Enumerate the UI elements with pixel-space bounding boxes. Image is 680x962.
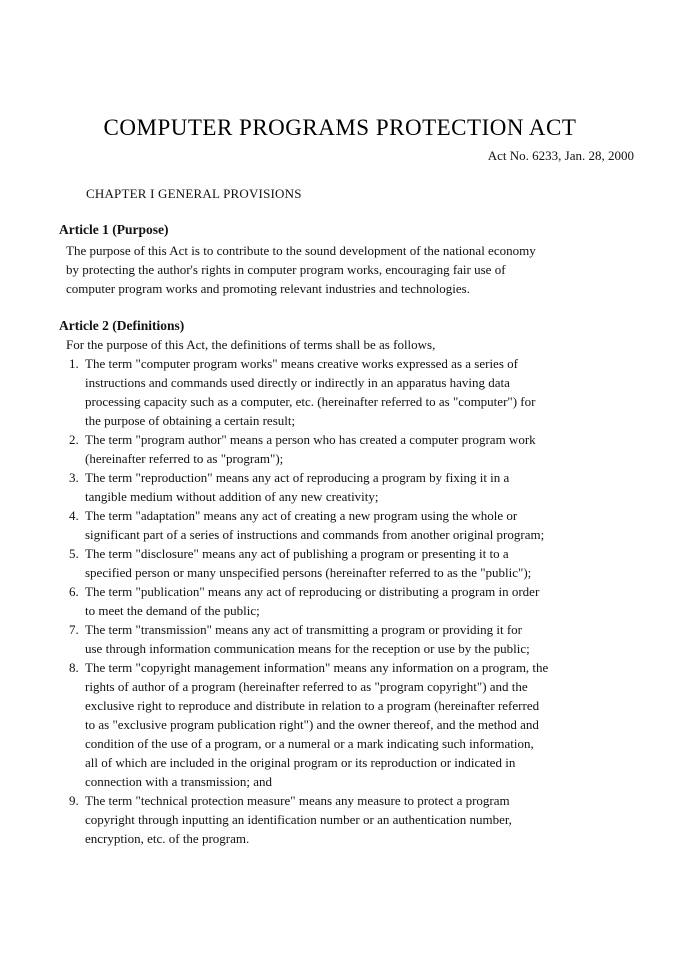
article-1-heading: Article 1 (Purpose) bbox=[59, 222, 169, 237]
item-line: to as "exclusive program publication right") and the owner thereof, and the method and bbox=[85, 717, 539, 732]
item-line: The term "program author" means a person who has created a computer program work bbox=[85, 432, 536, 447]
item-number: 6. bbox=[69, 584, 79, 599]
item-line: the purpose of obtaining a certain result; bbox=[85, 413, 296, 428]
item-line: all of which are included in the original program or its reproduction or indicated in bbox=[85, 755, 516, 770]
item-line: significant part of a series of instructions and commands from another original program; bbox=[85, 527, 545, 542]
item-line: processing capacity such as a computer, etc. (hereinafter referred to as "computer") for bbox=[85, 394, 536, 409]
article-2-intro: For the purpose of this Act, the definitions of terms shall be as follows, bbox=[66, 337, 436, 352]
item-line: encryption, etc. of the program. bbox=[85, 831, 250, 846]
item-line: instructions and commands used directly or indirectly in an apparatus having data bbox=[85, 375, 510, 390]
item-number: 3. bbox=[69, 470, 79, 485]
item-line: The term "reproduction" means any act of reproducing a program by fixing it in a bbox=[85, 470, 510, 485]
item-line: specified person or many unspecified persons (hereinafter referred to as the "public"); bbox=[85, 565, 532, 580]
item-line: tangible medium without addition of any new creativity; bbox=[85, 489, 379, 504]
item-line: The term "copyright management information" means any information on a program, the bbox=[85, 660, 549, 675]
item-line: The term "technical protection measure" means any measure to protect a program bbox=[85, 793, 510, 808]
item-number: 2. bbox=[69, 432, 79, 447]
item-line: use through information communication means for the reception or use by the public; bbox=[85, 641, 530, 656]
item-line: The term "transmission" means any act of transmitting a program or providing it for bbox=[85, 622, 522, 637]
item-line: connection with a transmission; and bbox=[85, 774, 273, 789]
item-line: The term "disclosure" means any act of publishing a program or presenting it to a bbox=[85, 546, 509, 561]
item-number: 5. bbox=[69, 546, 79, 561]
item-line: The term "computer program works" means creative works expressed as a series of bbox=[85, 356, 518, 371]
chapter-heading: CHAPTER I GENERAL PROVISIONS bbox=[86, 186, 302, 201]
item-number: 9. bbox=[69, 793, 79, 808]
item-line: copyright through inputting an identification number or an authentication number, bbox=[85, 812, 512, 827]
item-line: rights of author of a program (hereinafter referred to as "program copyright") and the bbox=[85, 679, 528, 694]
article-1-line: computer program works and promoting relevant industries and technologies. bbox=[66, 281, 470, 296]
item-number: 8. bbox=[69, 660, 79, 675]
item-line: The term "adaptation" means any act of creating a new program using the whole or bbox=[85, 508, 518, 523]
article-1-line: by protecting the author's rights in computer program works, encouraging fair use of bbox=[66, 262, 506, 277]
item-line: (hereinafter referred to as "program"); bbox=[85, 451, 284, 466]
item-line: to meet the demand of the public; bbox=[85, 603, 260, 618]
item-line: exclusive right to reproduce and distribute in relation to a program (hereinafter referred bbox=[85, 698, 540, 713]
item-number: 4. bbox=[69, 508, 79, 523]
item-number: 7. bbox=[69, 622, 79, 637]
document-title: COMPUTER PROGRAMS PROTECTION ACT bbox=[103, 115, 577, 140]
article-1-line: The purpose of this Act is to contribute to the sound development of the national economy bbox=[66, 243, 536, 258]
item-number: 1. bbox=[69, 356, 79, 371]
item-line: The term "publication" means any act of reproducing or distributing a program in order bbox=[85, 584, 540, 599]
article-2-heading: Article 2 (Definitions) bbox=[59, 318, 185, 333]
act-number: Act No. 6233, Jan. 28, 2000 bbox=[487, 148, 634, 163]
item-line: condition of the use of a program, or a numeral or a mark indicating such information, bbox=[85, 736, 534, 751]
